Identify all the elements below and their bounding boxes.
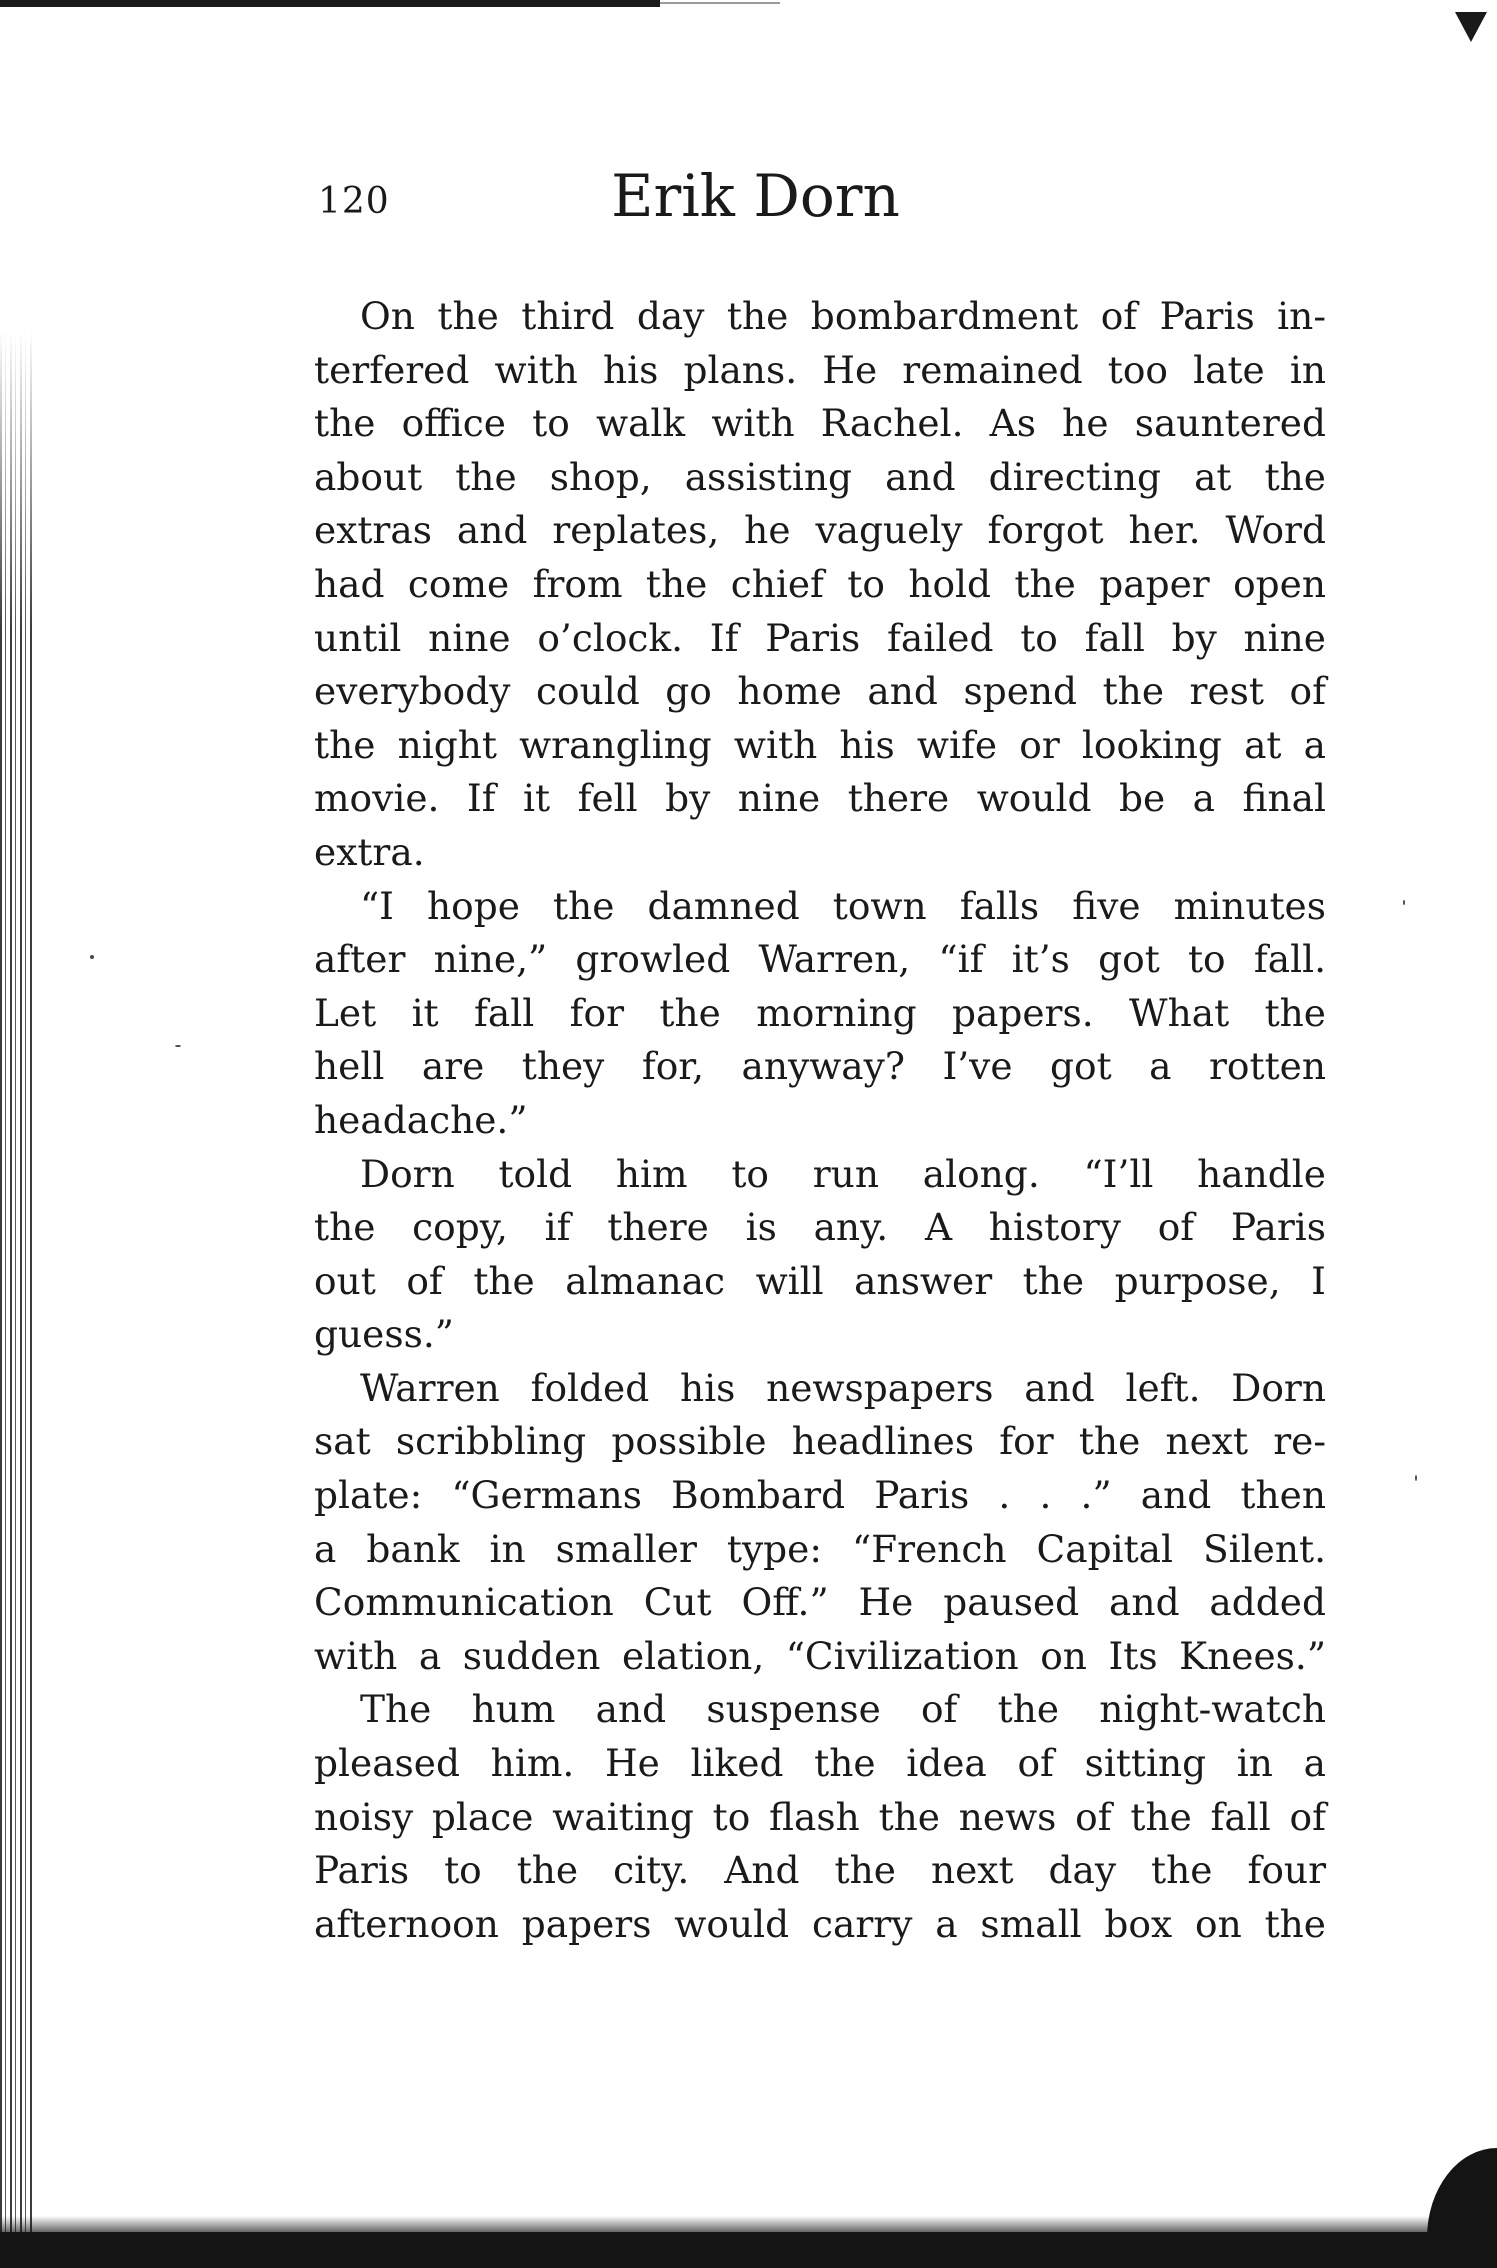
text-line: The hum and suspense of the night-watch	[360, 1687, 1326, 1732]
scan-bottom-bar	[0, 2232, 1497, 2268]
text-line: “I hope the damned town falls five minutes	[360, 883, 1326, 928]
corner-arrow-icon	[1455, 12, 1487, 42]
text-line: everybody could go home and spend the rest of	[314, 669, 1326, 714]
text-line: noisy place waiting to flash the news of the fall of	[314, 1794, 1326, 1839]
page-number: 120	[318, 181, 390, 222]
text-line: guess.”	[314, 1312, 454, 1357]
text-line: movie. If it fell by nine there would be a final	[314, 776, 1326, 821]
running-title: Erik Dorn	[611, 162, 900, 230]
scan-top-rule-faint	[660, 2, 780, 4]
text-line: after nine,” growled Warren, “if it’s got to fall.	[314, 937, 1326, 982]
text-line: headache.”	[314, 1097, 528, 1142]
text-line: extras and replates, he vaguely forgot her. Word	[314, 508, 1326, 553]
scan-speck	[1415, 1475, 1417, 1481]
scan-speck	[175, 1045, 181, 1047]
scan-page-curl	[1427, 2148, 1497, 2238]
text-line: the copy, if there is any. A history of Paris	[314, 1205, 1326, 1250]
text-line: extra.	[314, 829, 425, 874]
text-line: Communication Cut Off.” He paused and added	[314, 1580, 1326, 1625]
scan-top-rule	[0, 0, 660, 7]
text-line: plate: “Germans Bombard Paris . . .” and then	[314, 1473, 1326, 1518]
scan-speck	[90, 955, 94, 959]
text-line: Warren folded his newspapers and left. Dorn	[360, 1365, 1326, 1410]
text-line: On the third day the bombardment of Paris in-	[360, 294, 1326, 338]
text-line: had come from the chief to hold the paper open	[314, 561, 1326, 606]
text-line: with a sudden elation, “Civilization on Its Knees.”	[314, 1633, 1326, 1678]
scan-speck	[1403, 900, 1405, 905]
text-line: about the shop, assisting and directing at the	[314, 454, 1326, 499]
text-line: until nine o’clock. If Paris failed to fall by nine	[314, 615, 1326, 660]
text-line: afternoon papers would carry a small box on the	[314, 1901, 1326, 1946]
text-line: out of the almanac will answer the purpose, I	[314, 1258, 1326, 1303]
scan-bottom-shadow	[0, 2216, 1497, 2232]
text-line: Paris to the city. And the next day the four	[314, 1848, 1326, 1893]
text-line: hell are they for, anyway? I’ve got a rotten	[314, 1044, 1326, 1089]
text-line: sat scribbling possible headlines for the next re-	[314, 1419, 1326, 1464]
text-line: pleased him. He liked the idea of sitting in a	[314, 1741, 1326, 1786]
scan-left-edge-fade	[0, 330, 40, 630]
text-line: Dorn told him to run along. “I’ll handle	[360, 1151, 1326, 1196]
text-line: terfered with his plans. He remained too late in	[314, 347, 1326, 392]
text-line: the office to walk with Rachel. As he sauntered	[314, 401, 1326, 446]
text-line: Let it fall for the morning papers. What the	[314, 990, 1326, 1035]
text-line: a bank in smaller type: “French Capital Silent.	[314, 1526, 1326, 1571]
body-text	[314, 290, 1326, 1951]
text-line: the night wrangling with his wife or looking at a	[314, 722, 1326, 767]
